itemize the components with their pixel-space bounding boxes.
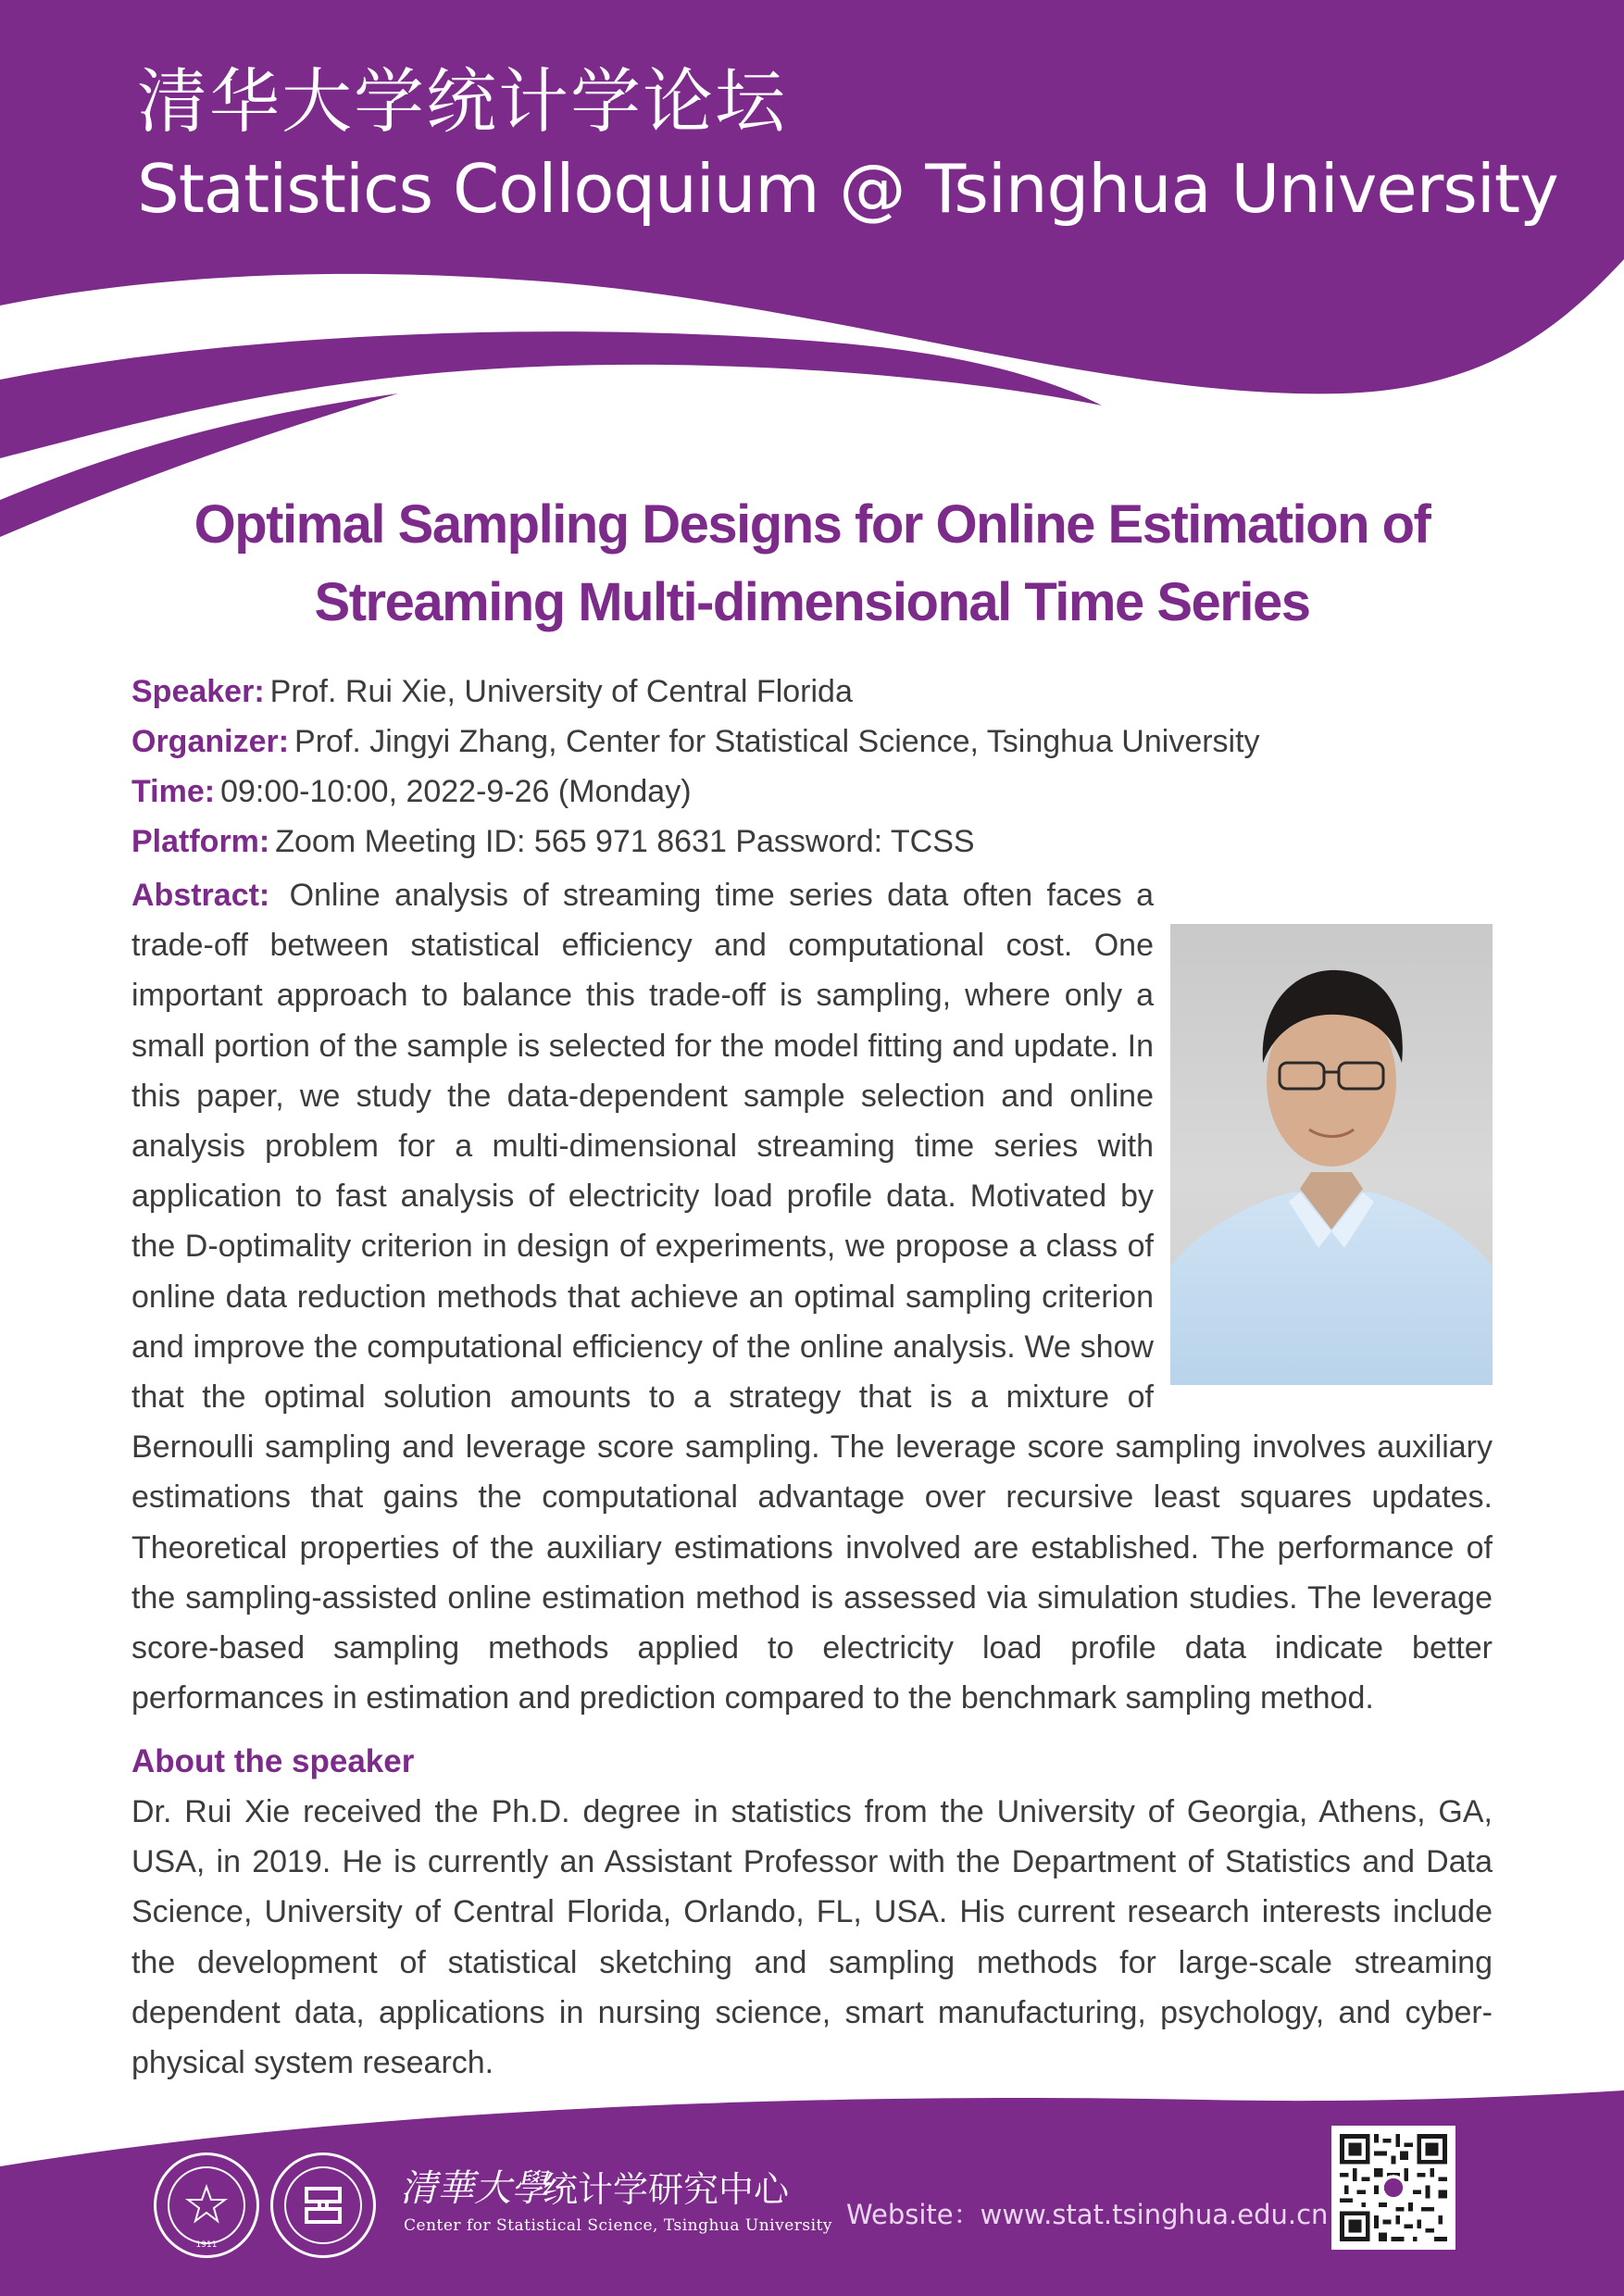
about-speaker-heading: About the speaker [131, 1743, 415, 1779]
talk-title-line-2: Streaming Multi-dimensional Time Series [314, 572, 1310, 632]
talk-title-line-1: Optimal Sampling Designs for Online Estimation of [194, 494, 1430, 555]
center-name-cn: 统计学研究中心 [543, 2169, 790, 2210]
abstract-text: Online analysis of streaming time series data often faces a trade-off between statistical efficiency and computational cost. One important approach to balance this trade-off is sampling, where only a small portion of the sample is selected for the model fitting and update. In this paper, we study the data-dependent sample selection and online analysis problem for a multi-dimensional streaming time series with application to fast analysis of electricity load profile data. Motivated by the D-optimality criterion in design of experiments, we propose a class of online data reduction methods that achieve an optimal sampling criterion and improve the computational efficiency of the online analysis. We show that the optimal solution amounts to a strategy that is a mixture of Bernoulli sampling and leverage score sampling. The leverage score sampling involves auxiliary estimations that gains the computational advantage over recursive least squares updates. Theoretical properties of the auxiliary estimations involved are established. The performance of the sampling-assisted online estimation method is assessed via simulation studies. The leverage score-based sampling methods applied to electricity load profile data indicate better performances in estimation and prediction compared to the benchmark sampling method. [131, 878, 1493, 1716]
tsinghua-calligraphy-logo: 清華大學 [400, 2167, 548, 2210]
platform-value: Zoom Meeting ID: 565 971 8631 Password: TCSS [275, 824, 975, 859]
organizer-line [131, 717, 1493, 767]
website-link[interactable]: Website：www.stat.tsinghua.edu.cn [846, 2199, 1329, 2230]
statistics-center-seal-icon [270, 2152, 376, 2258]
seal-year: 1911 [195, 2240, 218, 2250]
colloquium-title-en: Statistics Colloquium @ Tsinghua University [137, 150, 1558, 228]
speaker-portrait-icon [1170, 924, 1493, 1385]
speaker-label: Speaker: [131, 674, 265, 709]
organizer-label: Organizer: [131, 724, 290, 759]
talk-title [93, 486, 1531, 642]
center-name-en: Center for Statistical Science, Tsinghua University [404, 2216, 833, 2235]
qr-code-icon[interactable] [1331, 2126, 1455, 2250]
tsinghua-seal-icon [154, 2152, 259, 2258]
platform-line [131, 817, 1493, 867]
abstract-label: Abstract: [131, 878, 270, 913]
about-speaker-text: Dr. Rui Xie received the Ph.D. degree in statistics from the University of Georgia, Athens, GA, USA, in 2019. He is currently an Assistant Professor with the Department of Statistics and Data Science, University of Central Florida, Orlando, FL, USA. His current research interests include the development of statistical sketching and sampling methods for large-scale streaming dependent data, applications in nursing science, smart manufacturing, psychology, and cyber-physical system research. [131, 1794, 1493, 2081]
speaker-photo [1170, 924, 1493, 1385]
time-value: 09:00-10:00, 2022-9-26 (Monday) [220, 774, 692, 809]
platform-label: Platform: [131, 824, 270, 859]
time-label: Time: [131, 774, 216, 809]
abstract-section [131, 870, 1493, 1723]
speaker-value: Prof. Rui Xie, University of Central Florida [269, 674, 853, 709]
organizer-value: Prof. Jingyi Zhang, Center for Statistical Science, Tsinghua University [294, 724, 1260, 759]
talk-info [131, 667, 1493, 867]
colloquium-title-cn: 清华大学统计学论坛 [137, 60, 787, 143]
speaker-line [131, 667, 1493, 717]
time-line [131, 767, 1493, 817]
